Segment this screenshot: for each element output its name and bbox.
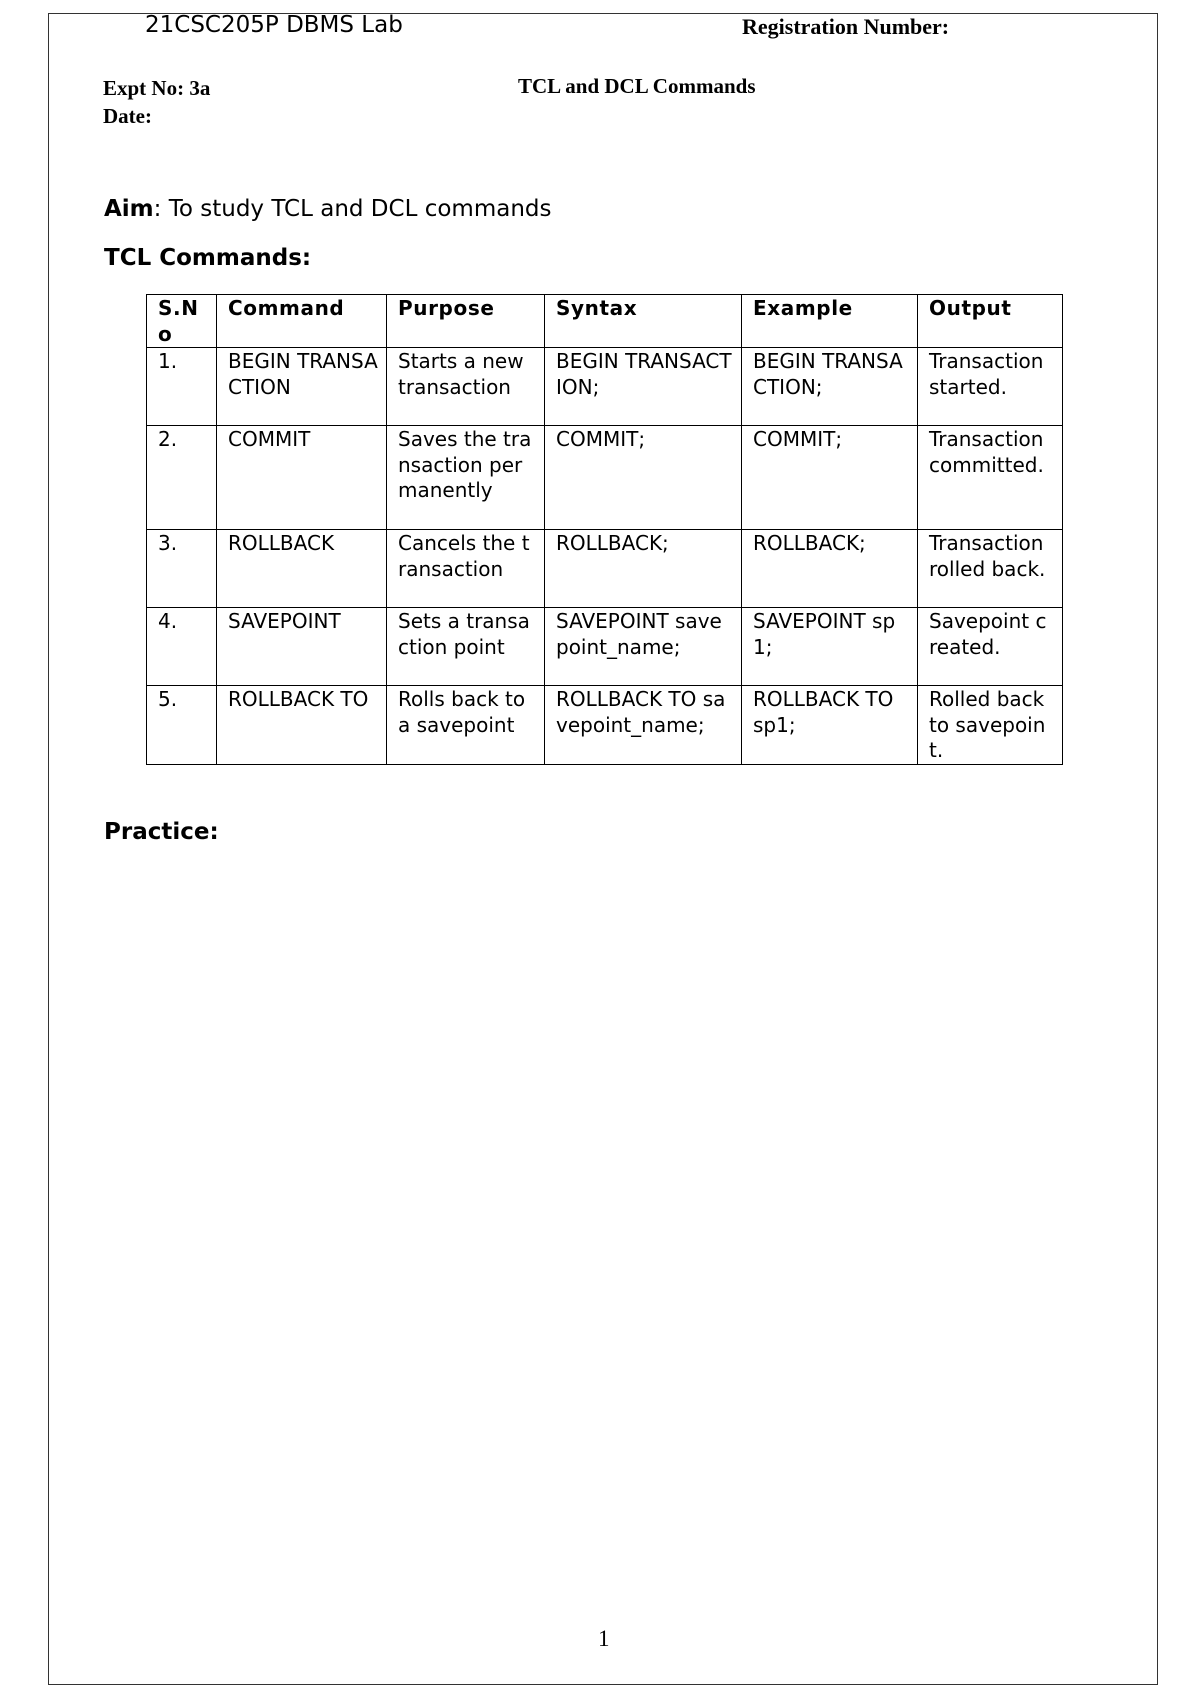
table-cell: Transaction rolled back. [918,530,1063,608]
experiment-title: TCL and DCL Commands [518,74,756,98]
aim-statement [104,196,551,222]
table-cell: Savepoint created. [918,608,1063,686]
table-cell: COMMIT [217,426,387,530]
table-cell: Saves the transaction permanently [387,426,545,530]
table-row [147,426,1063,530]
table-header-row [147,295,1063,348]
aim-text: : To study TCL and DCL commands [153,196,552,222]
table-cell: ROLLBACK; [545,530,742,608]
table-cell: Transaction started. [918,348,1063,426]
table-cell: ROLLBACK TO [217,686,387,765]
table-row [147,686,1063,765]
table-cell: ROLLBACK [217,530,387,608]
tcl-commands-table [146,294,1063,765]
table-cell: COMMIT; [742,426,918,530]
table-cell: 2. [147,426,217,530]
table-cell: Rolled back to savepoint. [918,686,1063,765]
table-cell: ROLLBACK TO sp1; [742,686,918,765]
table-row [147,348,1063,426]
table-cell: COMMIT; [545,426,742,530]
column-header: Purpose [387,295,545,348]
experiment-number: Expt No: 3a [103,76,211,100]
table-cell: 5. [147,686,217,765]
registration-number-label: Registration Number: [742,14,950,39]
page-number: 1 [598,1626,610,1651]
table-row [147,608,1063,686]
column-header: S.No [147,295,217,348]
date-label: Date: [103,104,152,128]
table-cell: Sets a transaction point [387,608,545,686]
table-cell: ROLLBACK TO savepoint_name; [545,686,742,765]
table-cell: Rolls back to a savepoint [387,686,545,765]
table-cell: 3. [147,530,217,608]
column-header: Example [742,295,918,348]
table-cell: Starts a new transaction [387,348,545,426]
experiment-info [103,74,210,130]
table-cell: SAVEPOINT savepoint_name; [545,608,742,686]
table-cell: BEGIN TRANSACTION; [742,348,918,426]
practice-heading: Practice: [104,819,219,845]
column-header: Command [217,295,387,348]
table-cell: BEGIN TRANSACTION; [545,348,742,426]
table-cell: 4. [147,608,217,686]
table-cell: SAVEPOINT sp1; [742,608,918,686]
column-header: Syntax [545,295,742,348]
table-cell: SAVEPOINT [217,608,387,686]
table-cell: Transaction committed. [918,426,1063,530]
table-cell: Cancels the transaction [387,530,545,608]
table-cell: ROLLBACK; [742,530,918,608]
column-header: Output [918,295,1063,348]
aim-label: Aim [104,196,154,222]
tcl-commands-heading: TCL Commands: [104,245,312,271]
table-cell: BEGIN TRANSACTION [217,348,387,426]
table-cell: 1. [147,348,217,426]
course-code: 21CSC205P DBMS Lab [145,12,403,38]
table-row [147,530,1063,608]
